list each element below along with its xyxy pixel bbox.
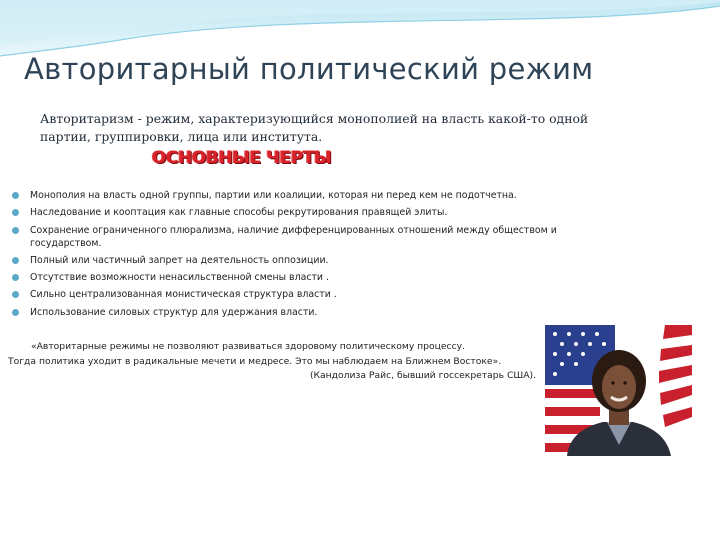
list-item	[12, 271, 627, 284]
portrait-photo	[545, 325, 692, 456]
header-decoration	[0, 0, 720, 60]
slide-title: Авторитарный политический режим	[24, 52, 594, 86]
feature-text: Отсутствие возможности ненасильственной смены власти .	[30, 272, 329, 284]
quote-block	[8, 340, 538, 384]
feature-text: Наследование и кооптация как главные способы рекрутирования правящей элиты.	[30, 207, 448, 219]
list-item	[12, 224, 627, 250]
quote-attribution: (Кандолиза Райс, бывший госсекретарь США).	[309, 370, 536, 381]
list-item	[12, 189, 627, 202]
feature-text: Сильно централизованная монистическая структура власти .	[30, 289, 337, 301]
list-item	[12, 254, 627, 267]
feature-text: Монополия на власть одной группы, партии или коалиции, которая ни перед кем не подотчетна.	[30, 190, 517, 201]
quote-line-2: Тогда политика уходит в радикальные мечети и медресе. Это мы наблюдаем на Ближнем Востоке».	[8, 355, 502, 367]
quote-line-1: «Авторитарные режимы не позволяют развиваться здоровому политическому процессу.	[31, 341, 466, 352]
list-item	[12, 206, 627, 219]
feature-text: Сохранение ограниченного плюрализма, наличие дифференцированных отношений между обществом и государством.	[30, 224, 557, 249]
bullet-icon	[12, 291, 19, 298]
bullet-icon	[12, 192, 19, 199]
feature-text: Полный или частичный запрет на деятельность оппозиции.	[30, 254, 329, 266]
features-list	[12, 189, 627, 323]
bullet-icon	[12, 209, 19, 216]
bullet-icon	[12, 227, 19, 234]
bullet-icon	[12, 309, 19, 316]
definition-text: Авторитаризм - режим, характеризующийся монополией на власть какой-то одной партии, группировки, лица или института.	[40, 111, 589, 144]
section-heading: ОСНОВНЫЕ ЧЕРТЫ	[152, 148, 332, 168]
bullet-icon	[12, 274, 19, 281]
list-item	[12, 306, 627, 319]
list-item	[12, 288, 627, 301]
bullet-icon	[12, 257, 19, 264]
feature-text: Использование силовых структур для удержания власти.	[30, 306, 318, 318]
